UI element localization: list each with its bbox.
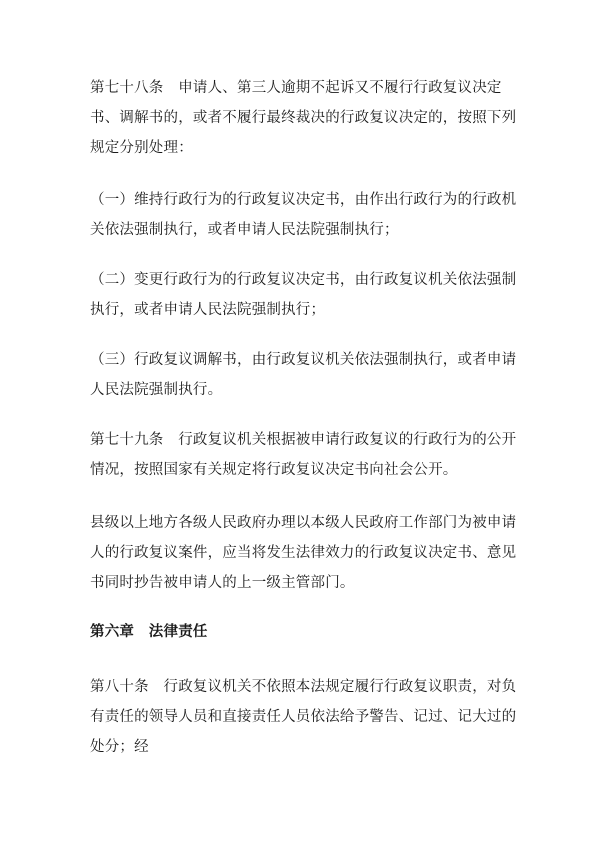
clause-1-paragraph: （一）维持行政行为的行政复议决定书，由作出行政行为的行政机关依法强制执行，或者申请人民法院强制执行；	[90, 192, 517, 238]
clause-2-paragraph: （二）变更行政行为的行政复议决定书，由行政复议机关依法强制执行，或者申请人民法院强制执行；	[90, 272, 517, 318]
chapter-6-heading: 第六章 法律责任	[90, 623, 208, 640]
article-79-paragraph: 第七十九条 行政复议机关根据被申请行政复议的行政行为的公开情况，按照国家有关规定将行政复议决定书向社会公开。	[90, 432, 517, 478]
clause-3-paragraph: （三）行政复议调解书，由行政复议机关依法强制执行，或者申请人民法院强制执行。	[90, 352, 517, 398]
article-80-paragraph: 第八十条 行政复议机关不依照本法规定履行行政复议职责，对负有责任的领导人员和直接责任人员依法给予警告、记过、记大过的处分；经	[90, 679, 517, 755]
article-78-paragraph: 第七十八条 申请人、第三人逾期不起诉又不履行行政复议决定书、调解书的，或者不履行最终裁决的行政复议决定的，按照下列规定分别处理：	[90, 80, 517, 156]
county-level-paragraph: 县级以上地方各级人民政府办理以本级人民政府工作部门为被申请人的行政复议案件，应当将发生法律效力的行政复议决定书、意见书同时抄告被申请人的上一级主管部门。	[90, 515, 517, 591]
